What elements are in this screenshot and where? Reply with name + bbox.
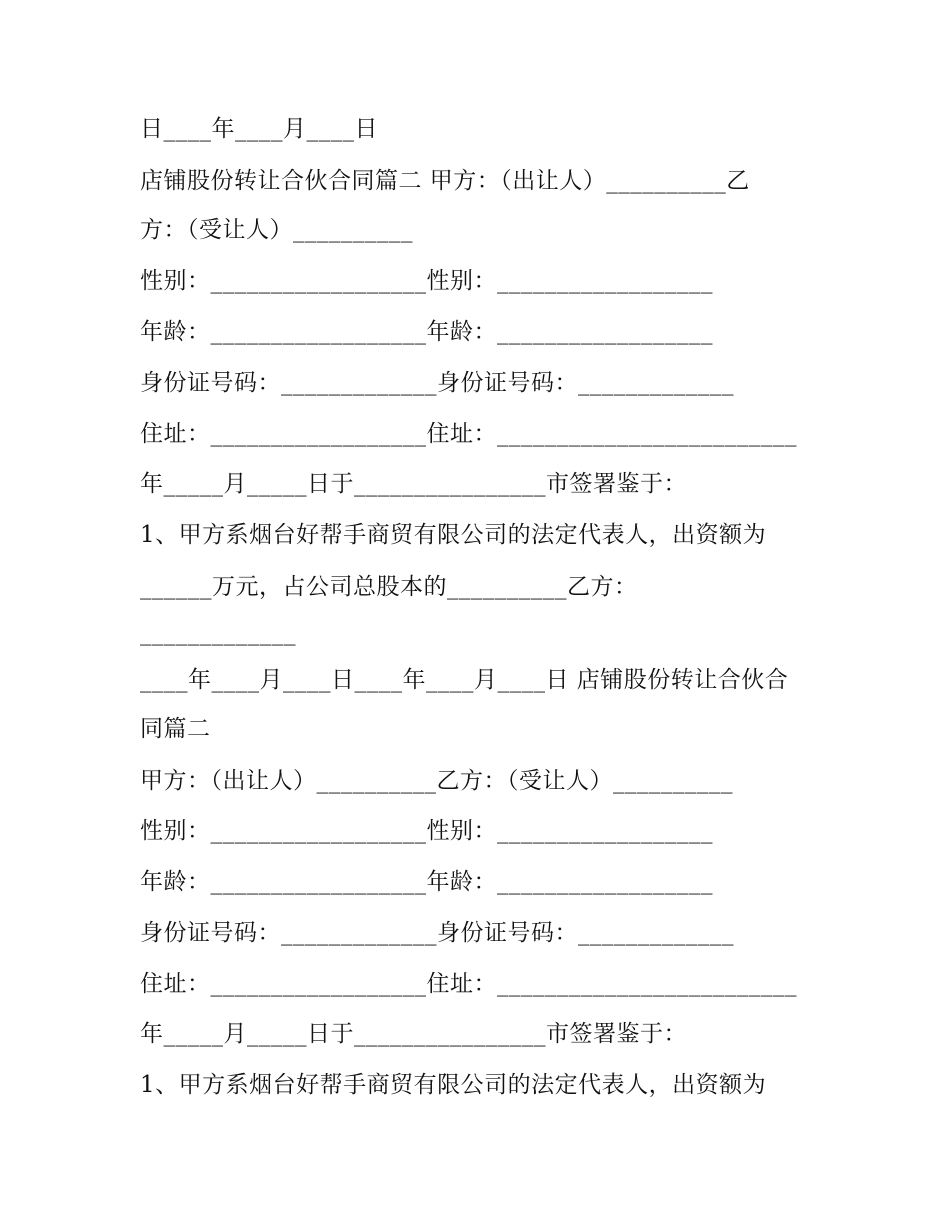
text-line: 身份证号码：_____________身份证号码：_____________ bbox=[140, 920, 734, 946]
text-line: 性别：__________________性别：__________________ bbox=[140, 818, 713, 844]
text-line: ____年____月____日____年____月____日 店铺股份转让合伙合 bbox=[140, 667, 789, 693]
text-line: 住址：__________________住址：_________________________ bbox=[140, 971, 797, 997]
text-line: 1、甲方系烟台好帮手商贸有限公司的法定代表人，出资额为 bbox=[140, 522, 767, 548]
text-line: 年龄：__________________年龄：__________________ bbox=[140, 319, 713, 345]
text-line: 住址：__________________住址：_________________________ bbox=[140, 421, 797, 447]
text-line: 方：（受让人）__________ bbox=[140, 217, 413, 243]
text-line: 同篇二 bbox=[140, 716, 211, 742]
text-line: 甲方：（出让人）__________乙方：（受让人）__________ bbox=[140, 768, 733, 794]
text-line: 性别：__________________性别：__________________ bbox=[140, 268, 713, 294]
text-line: _____________ bbox=[140, 620, 296, 646]
text-line: 日____年____月____日 bbox=[140, 116, 378, 142]
text-line: 身份证号码：_____________身份证号码：_____________ bbox=[140, 370, 734, 396]
text-line: 年龄：__________________年龄：__________________ bbox=[140, 869, 713, 895]
text-line: 店铺股份转让合伙合同篇二 甲方：（出让人）__________乙 bbox=[140, 168, 750, 194]
text-line: 1、甲方系烟台好帮手商贸有限公司的法定代表人，出资额为 bbox=[140, 1072, 767, 1098]
text-line: ______万元，占公司总股本的__________乙方： bbox=[140, 574, 638, 600]
text-line: 年_____月_____日于________________市签署鉴于： bbox=[140, 471, 687, 497]
text-line: 年_____月_____日于________________市签署鉴于： bbox=[140, 1021, 687, 1047]
